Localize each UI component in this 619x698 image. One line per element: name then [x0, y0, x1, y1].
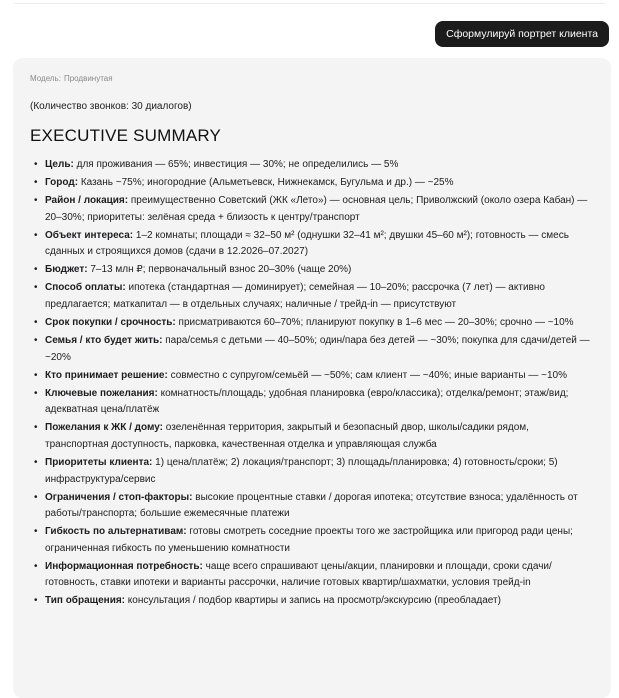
- item-text: готовы смотреть соседние проекты того же застройщика или пригород ради цены; ограниченная гибкость по уменьшению комнатности: [45, 526, 573, 554]
- top-divider: [14, 3, 605, 4]
- item-text: консультация / подбор квартиры и запись на просмотр/экскурсию (преобладает): [125, 595, 501, 607]
- item-label: Ключевые пожелания:: [45, 387, 158, 399]
- summary-list: [30, 157, 595, 610]
- item-text: для проживания — 65%; инвестиция — 30%; не определились — 5%: [73, 159, 399, 170]
- item-label: Город:: [45, 177, 79, 189]
- item-label: Пожелания к ЖК / дому:: [45, 422, 164, 434]
- item-text: комнатность/площадь; удобная планировка (евро/классика); отделка/ремонт; этаж/вид; адекватная цена/платёж: [45, 387, 569, 416]
- list-item: • Район / локация: преимущественно Советский (ЖК «Лето») — основная цель; Приволжский (около озера Кабан) — 20–30%; приоритеты: зелёная среда + близость к центру/транспорт: [34, 195, 588, 223]
- item-text: преимущественно Советский (ЖК «Лето») — основная цель; Приволжский (около озера Кабан) — 20–30%; приоритеты: зелёная среда + близость к центру/транспорт: [45, 195, 588, 223]
- item-label: Тип обращения:: [45, 595, 125, 607]
- list-item: • Ограничения / стоп-факторы: высокие процентные ставки / дорогая ипотека; отсутствие взноса; удалённость от работы/транспорта; большие ежемесячные платежи: [34, 491, 578, 520]
- list-item: • Ключевые пожелания: комнатность/площадь; удобная планировка (евро/классика); отделка/ремонт; этаж/вид; адекватная цена/платёж: [34, 387, 569, 416]
- list-item: • Бюджет: 7–13 млн ₽; первоначальный взнос 20–30% (чаще 20%): [34, 264, 352, 276]
- item-label: Бюджет:: [45, 264, 88, 276]
- item-text: 7–13 млн ₽; первоначальный взнос 20–30% (чаще 20%): [87, 264, 352, 276]
- formulate-client-portrait-button[interactable]: Сформулируй портрет клиента: [435, 21, 609, 47]
- item-text: Казань ~75%; иногородние (Альметьевск, Нижнекамск, Бугульма и др.) — ~25%: [78, 177, 454, 189]
- list-item: • Срок покупки / срочность: присматриваются 60–70%; планируют покупку в 1–6 мес — 20–30%; срочно — ~10%: [34, 317, 574, 329]
- item-label: Семья / кто будет жить:: [45, 335, 163, 347]
- calls-count-text: (Количество звонков: 30 диалогов): [30, 101, 192, 112]
- item-text: озеленённая территория, закрытый и безопасный двор, школы/садики рядом, транспортная доступность, парковка, качественная отделка и управляющая служба: [45, 422, 529, 450]
- item-label: Объект интереса:: [45, 229, 134, 241]
- item-label: Цель:: [45, 159, 74, 170]
- list-item: • Гибкость по альтернативам: готовы смотреть соседние проекты того же застройщика или пригород ради цены; ограниченная гибкость по уменьшению комнатности: [34, 526, 573, 554]
- item-text: высокие процентные ставки / дорогая ипотека; отсутствие взноса; удалённость от работы/транспорта; большие ежемесячные платежи: [45, 491, 578, 520]
- model-label: Модель:: [30, 74, 61, 83]
- item-label: Ограничения / стоп-факторы:: [45, 491, 193, 503]
- item-text: ипотека (стандартная — доминирует); семейная — 10–20%; рассрочка (7 лет) — активно предлагается; маткапитал — в отдельных случаях; наличные / трейд-in — присутствуют: [45, 282, 545, 310]
- list-item: • Город: Казань ~75%; иногородние (Альметьевск, Нижнекамск, Бугульма и др.) — ~25%: [34, 177, 454, 189]
- item-label: Кто принимает решение:: [45, 369, 168, 381]
- list-item: • Кто принимает решение: совместно с супругом/семьёй — ~50%; сам клиент — ~40%; иные варианты — ~10%: [34, 369, 567, 381]
- model-info: [30, 74, 595, 84]
- list-item: • Приоритеты клиента: 1) цена/платёж; 2) локация/транспорт; 3) площадь/планировка; 4) готовность/сроки; 5) инфраструктура/сервис: [34, 457, 558, 485]
- list-item: • Способ оплаты: ипотека (стандартная — доминирует); семейная — 10–20%; рассрочка (7 лет) — активно предлагается; маткапитал — в отдельных случаях; наличные / трейд-in — присутствуют: [34, 282, 545, 310]
- item-text: 1–2 комнаты; площади ≈ 32–50 м² (однушки 32–41 м²; двушки 45–60 м²); готовность — смесь сданных и строящихся домов (сдачи в 12.2026–07.2027): [45, 229, 569, 258]
- item-label: Гибкость по альтернативам:: [45, 526, 187, 538]
- list-item: • Семья / кто будет жить: пара/семья с детьми — 40–50%; один/пара без детей — ~30%; покупка для сдачи/детей — ~20%: [34, 335, 590, 363]
- item-label: Информационная потребность:: [45, 560, 203, 572]
- list-item: • Цель: для проживания — 65%; инвестиция — 30%; не определились — 5%: [34, 159, 399, 170]
- summary-title: EXECUTIVE SUMMARY: [30, 126, 222, 145]
- list-item: • Информационная потребность: чаще всего спрашивают цены/акции, планировки и площади, сроки сдачи/готовность, ставки ипотеки и варианты рассрочки, наличие готовых квартир/шахматки, условия трейд-in: [34, 560, 552, 589]
- item-text: совместно с супругом/семьёй — ~50%; сам клиент — ~40%; иные варианты — ~10%: [167, 369, 567, 381]
- item-text: присматриваются 60–70%; планируют покупку в 1–6 мес — 20–30%; срочно — ~10%: [175, 317, 574, 329]
- item-label: Срок покупки / срочность:: [45, 317, 176, 329]
- model-value: Продвинутая: [63, 74, 113, 83]
- item-label: Способ оплаты:: [45, 282, 126, 294]
- item-text: 1) цена/платёж; 2) локация/транспорт; 3) площадь/планировка; 4) готовность/сроки; 5) инфраструктура/сервис: [45, 457, 558, 485]
- response-card: [13, 58, 611, 698]
- item-text: пара/семья с детьми — 40–50%; один/пара без детей — ~30%; покупка для сдачи/детей — ~20%: [45, 335, 590, 363]
- item-text: чаще всего спрашивают цены/акции, планировки и площади, сроки сдачи/готовность, ставки ипотеки и варианты рассрочки, наличие готовых квартир/шахматки, условия трейд-in: [45, 560, 552, 589]
- item-label: Приоритеты клиента:: [45, 457, 153, 469]
- list-item: • Объект интереса: 1–2 комнаты; площади ≈ 32–50 м² (однушки 32–41 м²; двушки 45–60 м²); готовность — смесь сданных и строящихся домов (сдачи в 12.2026–07.2027): [34, 229, 569, 258]
- list-item: • Тип обращения: консультация / подбор квартиры и запись на просмотр/экскурсию (преобладает): [34, 595, 501, 607]
- list-item: • Пожелания к ЖК / дому: озеленённая территория, закрытый и безопасный двор, школы/садики рядом, транспортная доступность, парковка, качественная отделка и управляющая служба: [34, 422, 529, 450]
- item-label: Район / локация:: [45, 195, 129, 207]
